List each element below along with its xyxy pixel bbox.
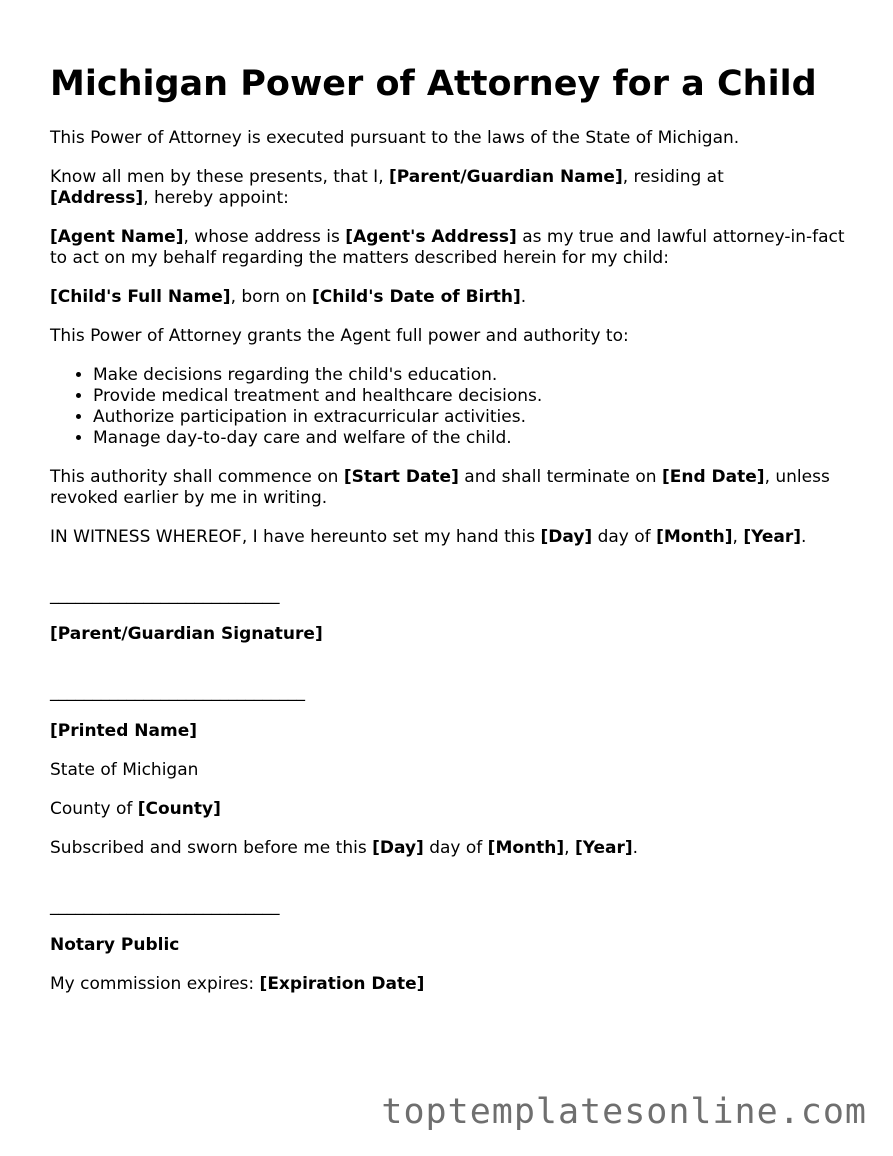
notary-signature-line: ___________________________ (50, 896, 280, 916)
address-placeholder: [Address] (50, 188, 144, 208)
printed-name-label: [Printed Name] (50, 721, 197, 741)
grant-intro: This Power of Attorney grants the Agent full power and authority to: (50, 326, 629, 346)
sworn-paragraph: Subscribed and sworn before me this [Day] day of [Month], [Year]. (50, 838, 639, 858)
child-dob-placeholder: [Child's Date of Birth] (312, 287, 521, 307)
parent-signature-line: ___________________________ (50, 585, 280, 605)
list-item: • Manage day-to-day care and welfare of the child. (93, 428, 850, 449)
notary-label: Notary Public (50, 935, 180, 955)
expiration-date-placeholder: [Expiration Date] (259, 974, 425, 994)
end-date-placeholder: [End Date] (661, 467, 765, 487)
list-item: • Authorize participation in extracurricular activities. (93, 407, 850, 428)
intro-paragraph: This Power of Attorney is executed pursuant to the laws of the State of Michigan. (50, 128, 740, 148)
state-line: State of Michigan (50, 760, 199, 780)
appointment-paragraph: Know all men by these presents, that I, [Parent/Guardian Name], residing at [Address], hereby appoint: (50, 167, 724, 208)
witness-paragraph: IN WITNESS WHEREOF, I have hereunto set my hand this [Day] day of [Month], [Year]. (50, 527, 807, 547)
list-item: • Provide medical treatment and healthcare decisions. (93, 386, 850, 407)
child-name-placeholder: [Child's Full Name] (50, 287, 231, 307)
county-placeholder: [County] (137, 799, 221, 819)
watermark-text: toptemplatesonline.com (381, 1092, 867, 1132)
agent-name-placeholder: [Agent Name] (50, 227, 184, 247)
year-placeholder: [Year] (574, 838, 633, 858)
start-date-placeholder: [Start Date] (343, 467, 459, 487)
term-paragraph: This authority shall commence on [Start Date] and shall terminate on [End Date], unless revoked earlier by me in writing. (50, 467, 830, 508)
commission-line: My commission expires: [Expiration Date] (50, 974, 425, 994)
month-placeholder: [Month] (487, 838, 565, 858)
day-placeholder: [Day] (540, 527, 593, 547)
child-paragraph: [Child's Full Name], born on [Child's Date of Birth]. (50, 287, 527, 307)
powers-list (50, 365, 850, 449)
year-placeholder: [Year] (743, 527, 802, 547)
county-line: County of [County] (50, 799, 221, 819)
list-item: • Make decisions regarding the child's education. (93, 365, 850, 386)
agent-paragraph: [Agent Name], whose address is [Agent's Address] as my true and lawful attorney-in-fact to act on my behalf regarding the matters described herein for my child: (50, 227, 845, 268)
document-page (50, 62, 850, 1013)
agent-address-placeholder: [Agent's Address] (345, 227, 517, 247)
document-title: Michigan Power of Attorney for a Child (50, 64, 817, 104)
day-placeholder: [Day] (372, 838, 424, 858)
printed-name-line: ______________________________ (50, 682, 305, 702)
parent-signature-label: [Parent/Guardian Signature] (50, 624, 323, 644)
month-placeholder: [Month] (656, 527, 733, 547)
parent-name-placeholder: [Parent/Guardian Name] (389, 167, 623, 187)
